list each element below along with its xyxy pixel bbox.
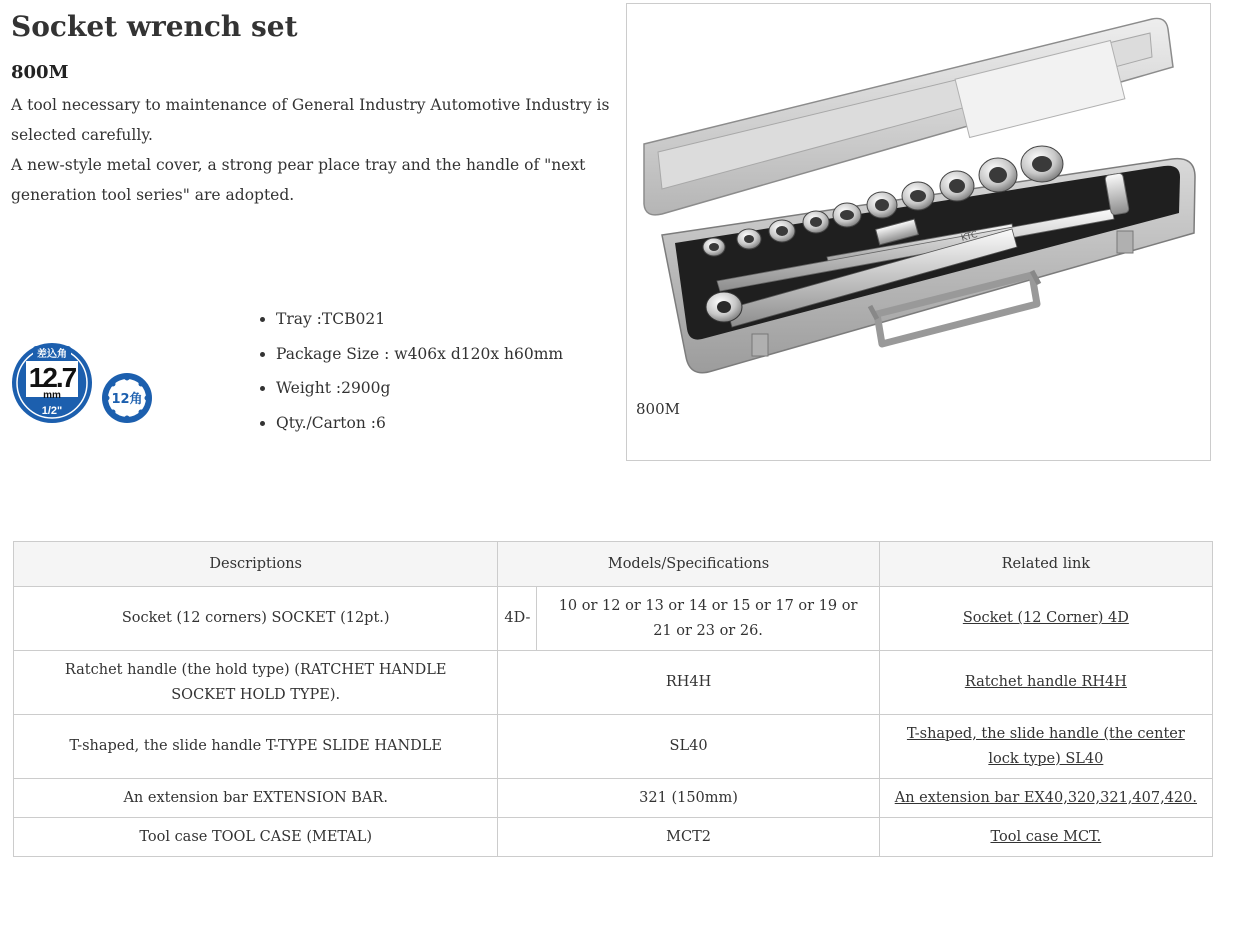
svg-text:差込角: 差込角	[37, 349, 67, 360]
drive-size-badge-icon	[11, 342, 93, 424]
related-link-ratchet-rh4h[interactable]: Ratchet handle RH4H	[964, 674, 1127, 690]
spec-item-qty-carton: • Qty./Carton :6	[276, 406, 563, 441]
row-description: Tool case TOOL CASE (METAL)	[14, 818, 498, 857]
row-spec: SL40	[498, 715, 879, 779]
photo-caption: 800M	[636, 400, 680, 418]
row-spec-prefix: 4D-	[498, 587, 537, 651]
description-line: A new-style metal cover, a strong pear place tray and the handle of "next generation tool series" are adopted.	[11, 156, 586, 204]
related-link-tool-case-mct[interactable]: Tool case MCT.	[990, 828, 1102, 845]
description-line: A tool necessary to maintenance of General Industry Automotive Industry is selected carefully.	[11, 96, 610, 144]
svg-text:12.7: 12.7	[28, 362, 76, 393]
table-row	[14, 779, 1213, 818]
row-description: An extension bar EXTENSION BAR.	[14, 779, 498, 818]
spec-list	[256, 302, 563, 440]
table-row	[14, 818, 1213, 857]
svg-text:12角: 12角	[111, 392, 143, 407]
header-models-specifications: Models/Specifications	[498, 542, 879, 587]
svg-text:1/2": 1/2"	[41, 405, 63, 417]
table-row	[14, 651, 1213, 715]
components-table	[13, 541, 1213, 857]
related-link-socket-4d[interactable]: Socket (12 Corner) 4D	[962, 610, 1129, 626]
svg-text:mm: mm	[43, 390, 61, 401]
product-description	[11, 90, 611, 210]
table-row	[14, 715, 1213, 779]
row-spec: 10 or 12 or 13 or 14 or 15 or 17 or 19 or 21 or 23 or 26.	[537, 587, 879, 651]
model-code: 800M	[11, 62, 69, 83]
related-link-extension-bar[interactable]: An extension bar EX40,320,321,407,420.	[894, 789, 1197, 806]
spec-item-tray: • Tray :TCB021	[276, 302, 563, 337]
row-spec: RH4H	[498, 651, 879, 715]
spec-item-package-size: • Package Size : w406x d120x h60mm	[276, 337, 563, 372]
page-title: Socket wrench set	[11, 10, 298, 43]
header-descriptions: Descriptions	[14, 542, 498, 587]
svg-text:KTC: KTC	[960, 229, 979, 244]
row-spec: MCT2	[498, 818, 879, 857]
spec-item-weight: • Weight :2900g	[276, 371, 563, 406]
related-link-slide-handle-sl40[interactable]: T-shaped, the slide handle (the center lock type) SL40	[906, 725, 1185, 767]
socket-set-photo	[632, 9, 1207, 389]
row-description: Ratchet handle (the hold type) (RATCHET HANDLE SOCKET HOLD TYPE).	[14, 651, 498, 715]
header-related-link: Related link	[879, 542, 1212, 587]
product-photo-frame	[626, 3, 1211, 461]
twelve-point-badge-icon	[101, 372, 153, 424]
row-spec: 321 (150mm)	[498, 779, 879, 818]
table-row	[14, 587, 1213, 651]
row-description: T-shaped, the slide handle T-TYPE SLIDE HANDLE	[14, 715, 498, 779]
row-description: Socket (12 corners) SOCKET (12pt.)	[14, 587, 498, 651]
